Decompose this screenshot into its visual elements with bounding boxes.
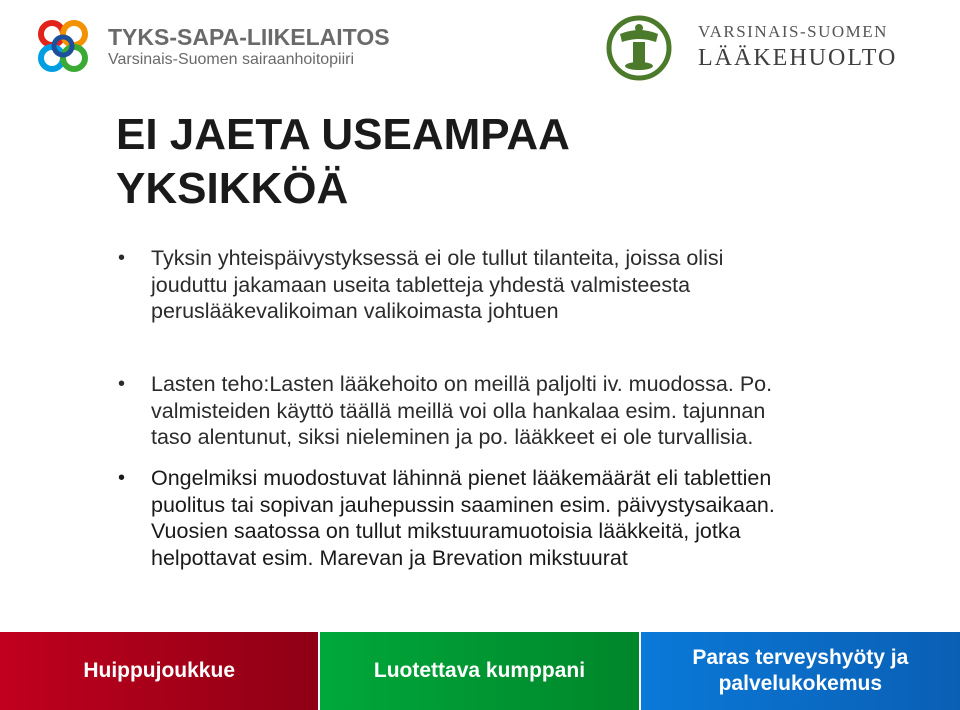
tyks-logo [30, 14, 390, 80]
laakehuolto-logo [606, 12, 926, 84]
footer-bar [0, 632, 960, 710]
bullet-line: valmisteiden käyttö täällä meillä voi olla hankalaa esim. tajunnan [151, 398, 766, 423]
bullet-line: peruslääkevalikoiman valikoimasta johtuen [151, 299, 559, 323]
bullet-text [151, 371, 838, 451]
bullet-text [151, 465, 838, 571]
mortar-emblem-icon [606, 12, 672, 84]
laakehuolto-line2: LÄÄKEHUOLTO [698, 45, 898, 71]
footer-label: Huippujoukkue [83, 659, 235, 682]
title-line-1: EI JAETA USEAMPAA [116, 110, 570, 159]
footer-label: Luotettava kumppani [373, 659, 586, 682]
footer-segment-huippujoukkue [0, 632, 318, 710]
bullet-line: taso alentunut, siksi nieleminen ja po. lääkkeet ei ole turvallisia. [151, 425, 754, 449]
footer-segment-kumppani [320, 632, 638, 710]
bullet-line: jouduttu jakamaan useita tabletteja yhdestä valmisteesta [151, 272, 691, 297]
footer-segment-terveyshyoty [641, 632, 960, 710]
bullet-dot: • [118, 247, 126, 269]
tyks-emblem-icon [30, 14, 96, 80]
footer-label [692, 645, 908, 697]
bullet-text [151, 245, 838, 325]
bullet-line: Tyksin yhteispäivystyksessä ei ole tullut tilanteita, joissa olisi [151, 246, 724, 270]
bullet-line: puolitus tai sopivan jauhepussin saaminen esim. päivystysaikaan. [151, 492, 775, 517]
title-line-2: YKSIKKÖÄ [116, 164, 349, 213]
bullet-item [118, 465, 838, 571]
bullet-line: Ongelmiksi muodostuvat lähinnä pienet lääkemäärät eli tablettien [151, 466, 772, 490]
footer-label-line: palvelukokemus [718, 672, 883, 695]
bullet-dot: • [118, 467, 126, 489]
bullet-item [118, 245, 838, 325]
tyks-subtitle: Varsinais-Suomen sairaanhoitopiiri [108, 51, 355, 68]
bullet-line: helpottavat esim. Marevan ja Brevation mikstuurat [151, 545, 628, 570]
footer-label-line: Paras terveyshyöty ja [692, 646, 909, 669]
slide-title [116, 108, 570, 216]
bullet-dot: • [118, 373, 126, 395]
laakehuolto-line1: VARSINAIS-SUOMEN [698, 22, 888, 41]
bullet-line: Lasten teho:Lasten lääkehoito on meillä paljolti iv. muodossa. Po. [151, 372, 773, 396]
bullet-item [118, 371, 838, 451]
tyks-name: TYKS-SAPA-LIIKELAITOS [108, 24, 390, 50]
bullet-line: Vuosien saatossa on tullut mikstuuramuotoisia lääkkeitä, jotka [151, 519, 741, 543]
